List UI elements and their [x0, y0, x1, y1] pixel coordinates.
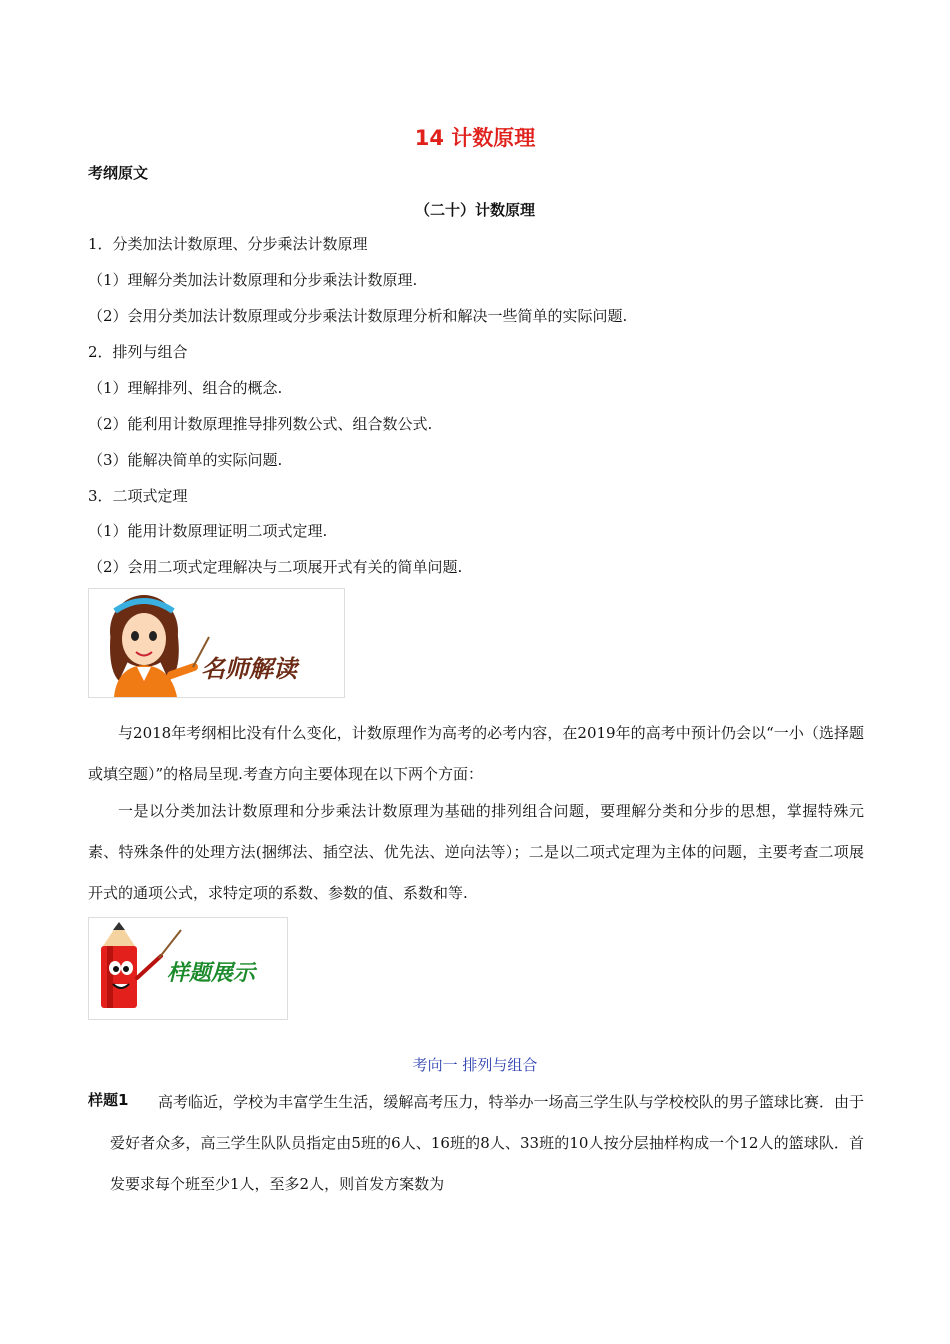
- outline-item: （2）会用分类加法计数原理或分步乘法计数原理分析和解决一些简单的实际问题.: [88, 307, 628, 325]
- section-heading: 考纲原文: [88, 164, 149, 182]
- section-subheading: （二十）计数原理: [414, 201, 535, 219]
- intro-paragraph: 与2018年考纲相比没有什么变化，计数原理作为高考的必考内容，在2019年的高考中预计仍会以“一小（选择题或填空题）”的格局呈现.考查方向主要体现在以下两个方面：: [88, 724, 864, 783]
- outline-item: （2）会用二项式定理解决与二项展开式有关的简单问题.: [88, 558, 463, 576]
- page-title: 14 计数原理: [414, 126, 536, 150]
- outline-item: （1）理解排列、组合的概念.: [88, 379, 283, 397]
- outline-item: （3）能解决简单的实际问题.: [88, 451, 283, 469]
- example-label: 样题1: [88, 1091, 129, 1109]
- example-text: 高考临近，学校为丰富学生生活，缓解高考压力，特举办一场高三学生队与学校校队的男子篮球比赛．由于爱好者众多，高三学生队队员指定由5班的6人、16班的8人、33班的10人按分层抽样构成一个12人的篮球队．首发要求每个班至少1人，至多2人，则首发方案数为: [110, 1093, 864, 1193]
- outline-item: （2）能利用计数原理推导排列数公式、组合数公式.: [88, 415, 433, 433]
- outline-item: （1）能用计数原理证明二项式定理.: [88, 522, 328, 540]
- outline-item: 3．二项式定理: [88, 487, 188, 505]
- analysis-paragraph: 一是以分类加法计数原理和分步乘法计数原理为基础的排列组合问题，要理解分类和分步的思想，掌握特殊元素、特殊条件的处理方法(捆绑法、插空法、优先法、逆向法等）；二是以二项式定理为主体的问题，主要考查二项展开式的通项公式，求特定项的系数、参数的值、系数和等.: [88, 802, 864, 902]
- sample-banner: [88, 917, 288, 1020]
- direction-heading: 考向一 排列与组合: [412, 1056, 538, 1074]
- outline-item: （1）理解分类加法计数原理和分步乘法计数原理.: [88, 271, 418, 289]
- outline-item: 1．分类加法计数原理、分步乘法计数原理: [88, 235, 368, 253]
- outline-item: 2．排列与组合: [88, 343, 188, 361]
- teacher-banner: [88, 588, 345, 698]
- banner-caption: 样题展示: [167, 961, 256, 986]
- banner-caption: 名师解读: [201, 655, 297, 683]
